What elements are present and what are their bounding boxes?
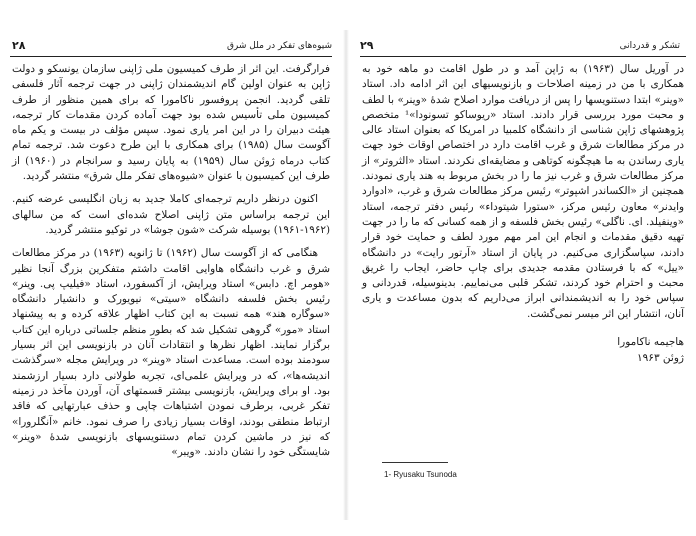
right-page <box>356 32 690 516</box>
left-paragraph-1: فرارگرفت. این اثر از طرف کمیسیون ملی ژاپنی سازمان یونسکو و دولت ژاپن به عنوان اولین گام اندیشمندان ژاپنی در جهت ترجمه آثار فلسفی تلقی گردید. انجمن پروفسور ناکامورا که برای همین منظور از طرف کمیسیون ملی تأسیس شده بود جهت آماده کردن مقدمات کار ترجمه، هیئت دبیران را در این امر یاری نمود. سپس مؤلف در بیست و یکم ماه آگوست سال (۱۹۸۵) برای همکاری با این طرح دعوت شد. ترجمه تمام کتاب درماه ژوئن سال (۱۹۵۹) به پایان رسید و سرانجام در (۱۹۶۰) از طرف این کمیسیون با عنوان «شیوه‌های تفکر ملل شرق» منتشر گردید. <box>12 63 331 183</box>
right-running-header <box>356 38 690 54</box>
signature-date: ژوئن ۱۹۶۳ <box>637 352 684 365</box>
left-paragraph-3: هنگامی که از آگوست سال (۱۹۶۲) تا ژانویه (۱۹۶۳) در مرکز مطالعات شرق و غرب دانشگاه هاوایی اقامت داشتم متفکرین بزرگ آنجا نظیر «هومر اچ. دابس» استاد ویرایش، از آکسفورد، استاد «فیلیپ پی. وینر» رئیس بخش فلسفه دانشگاه «سیتی» نیویورک و دانشیار دانشگاه «سوگاره هند» همه نسبت به این کتاب اظهار علاقه کرده و به پیشنهاد استاد «مور» گروهی تشکیل شد که بطور منظم جلساتی درباره این کتاب برگزار نمایند. اظهار نظرها و انتقادات آنان در بازنویسی این اثر بسیار سودمند بوده است. مساعدت استاد «وینر» در ویرایش مجله «سرگذشت اندیشه‌ها»، که در ویرایش علمی‌ای، تجربه طولانی دارد بسیار ارزشمند بود. او برای ویرایش، بازنویسی بیشتر قسمتهای آن، آوردن مآخذ در زمینه تفکر غربی، برطرف نمودن اشتباهات چاپی و حذف عبارتهایی که فاقد ارتباط منطقی بودند، اوقات بسیار زیادی را صرف نمود. خانم «آنگلرورا» که نیز در ماشین کردن تمام دستنویسهای بازنویسی شدهٔ «وینر» شایستگی خود را نشان دادند. «ویبر» <box>12 247 330 459</box>
footnote-rule <box>382 462 448 463</box>
left-page-number: ۲۸ <box>12 39 26 52</box>
right-running-title: تشکر و قدردانی <box>619 41 680 51</box>
left-running-title: شیوه‌های تفکر در ملل شرق <box>226 41 332 51</box>
right-header-rule <box>360 56 686 57</box>
right-paragraph-1: در آوریل سال (۱۹۶۳) به ژاپن آمد و در طول اقامت دو ماهه خود به همکاری با من در زمینه اصلاحات و بازنویسیهای این اثر ادامه داد. استاد «وینر» ابتدا دستنویسها را پس از دریافت موارد اصلاح شدهٔ «وینر» با لطف و محبت مورد بررسی قرار دادند. استاد «ریوساکو تسونودا»¹ متخصص پژوهشهای ژاپن شناسی از دانشگاه کلمبیا در امریکا که بعنوان استاد عالی در مرکز مطالعات شرق و غرب اقامت دارد در اختصاص اوقات خود جهت یاری رساندن به ما هیچگونه کوتاهی و مضایقه‌ای نکردند. استاد «الثروتر» از مرکز مطالعات شرق و غرب نیز ما را در بخش مربوط به هند یاری نمودند. همچنین از «الکساندر اشپوتر» رئیس مرکز مطالعات شرق و غرب، «ادوارد وایدنر» معاون رئیس مرکز، «ستورا شیتوداء» رئیس دفتر ترجمه، استاد «وینفیلد. ای. ناگلی» رئیس بخش فلسفه و از همه کسانی که ما را در جهت تهیه دقیق مقدمات و انجام این امر مهم مورد لطف و حمایت خود قرار دادند، سپاسگزاری می‌کنیم. در پایان از استاد «آرتور رایت» در دانشگاه «ییل» که با فرستادن مقدمه جدیدی برای چاپ حاضر، ایجاب را غریق محبت و احترام خود کردند، تشکر قلبی می‌نماییم. بدینوسیله، قدردانی و سپاس خود را به اندیشمندانی ابراز می‌داریم که بدون مساعدت و یاری آنان، انتشار این اثر میسر نمی‌گشت. <box>362 63 684 320</box>
left-page-body <box>12 62 330 468</box>
signature-block <box>362 334 684 366</box>
left-page <box>6 32 336 516</box>
footnote: 1- Ryusaku Tsunoda <box>384 470 457 479</box>
right-page-number: ۲۹ <box>360 39 374 52</box>
signature-name: هاجیمه ناکامورا <box>617 336 684 349</box>
right-page-body <box>362 62 684 366</box>
book-gutter <box>343 30 349 520</box>
left-running-header <box>6 38 336 54</box>
left-header-rule <box>10 56 332 57</box>
left-paragraph-2: اکنون درنظر داریم ترجمه‌ای کاملا جدید به زبان انگلیسی عرضه کنیم. این ترجمه براساس متن ژاپنی اصلاح شده‌ای است که من سالهای (۱۹۶۲-۱۹۶۱) بوسیله شرکت «شون جوشا» در توکیو منتشر گردید. <box>12 193 330 236</box>
